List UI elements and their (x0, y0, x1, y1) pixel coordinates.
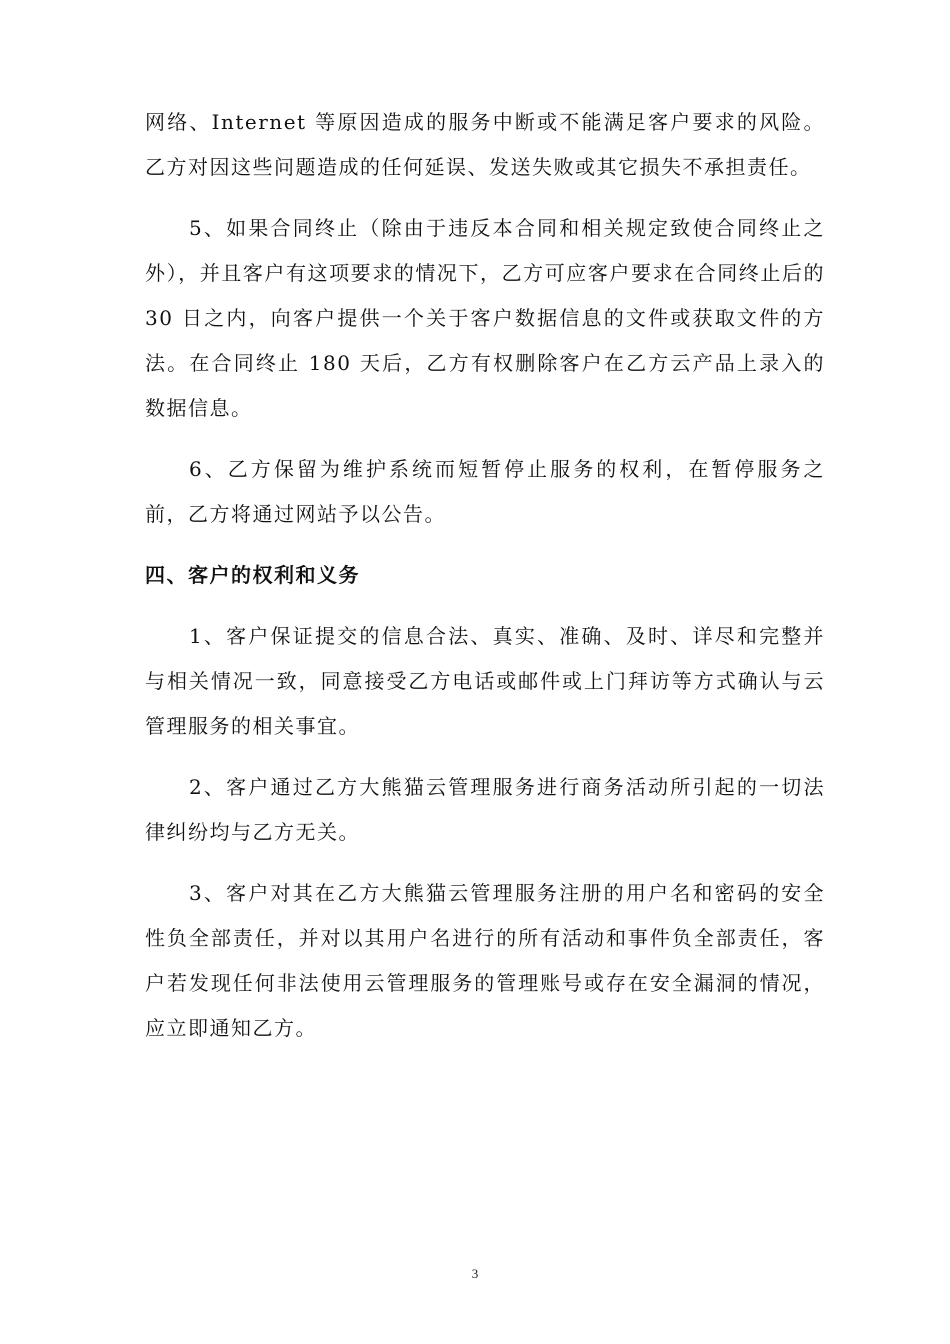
section-heading: 四、客户的权利和义务 (145, 563, 360, 587)
paragraph-item-3: 3、客户对其在乙方大熊猫云管理服务注册的用户名和密码的安全性负全部责任，并对以其用户名进行的所有活动和事件负全部责任，客户若发现任何非法使用云管理服务的管理账号或存在安全漏洞的情况，应立即通知乙方。 (145, 881, 825, 1040)
paragraph-item-1: 1、客户保证提交的信息合法、真实、准确、及时、详尽和完整并与相关情况一致，同意接受乙方电话或邮件或上门拜访等方式确认与云管理服务的相关事宜。 (145, 624, 825, 738)
page-number: 3 (471, 1266, 479, 1281)
paragraph-item-2: 2、客户通过乙方大熊猫云管理服务进行商务活动所引起的一切法律纠纷均与乙方无关。 (145, 775, 825, 844)
paragraph-item-5: 5、如果合同终止（除由于违反本合同和相关规定致使合同终止之外），并且客户有这项要求的情况下，乙方可应客户要求在合同终止后的 30 日之内，向客户提供一个关于客户数据信息的文件或获取文件的方法。在合同终止 180 天后，乙方有权删除客户在乙方云产品上录入的数据信息。 (145, 216, 825, 420)
page-content (145, 100, 825, 1051)
paragraph-continuation: 网络、Internet 等原因造成的服务中断或不能满足客户要求的风险。乙方对因这些问题造成的任何延误、发送失败或其它损失不承担责任。 (145, 110, 825, 179)
paragraph-item-6: 6、乙方保留为维护系统而短暂停止服务的权利，在暂停服务之前，乙方将通过网站予以公告。 (145, 457, 825, 526)
